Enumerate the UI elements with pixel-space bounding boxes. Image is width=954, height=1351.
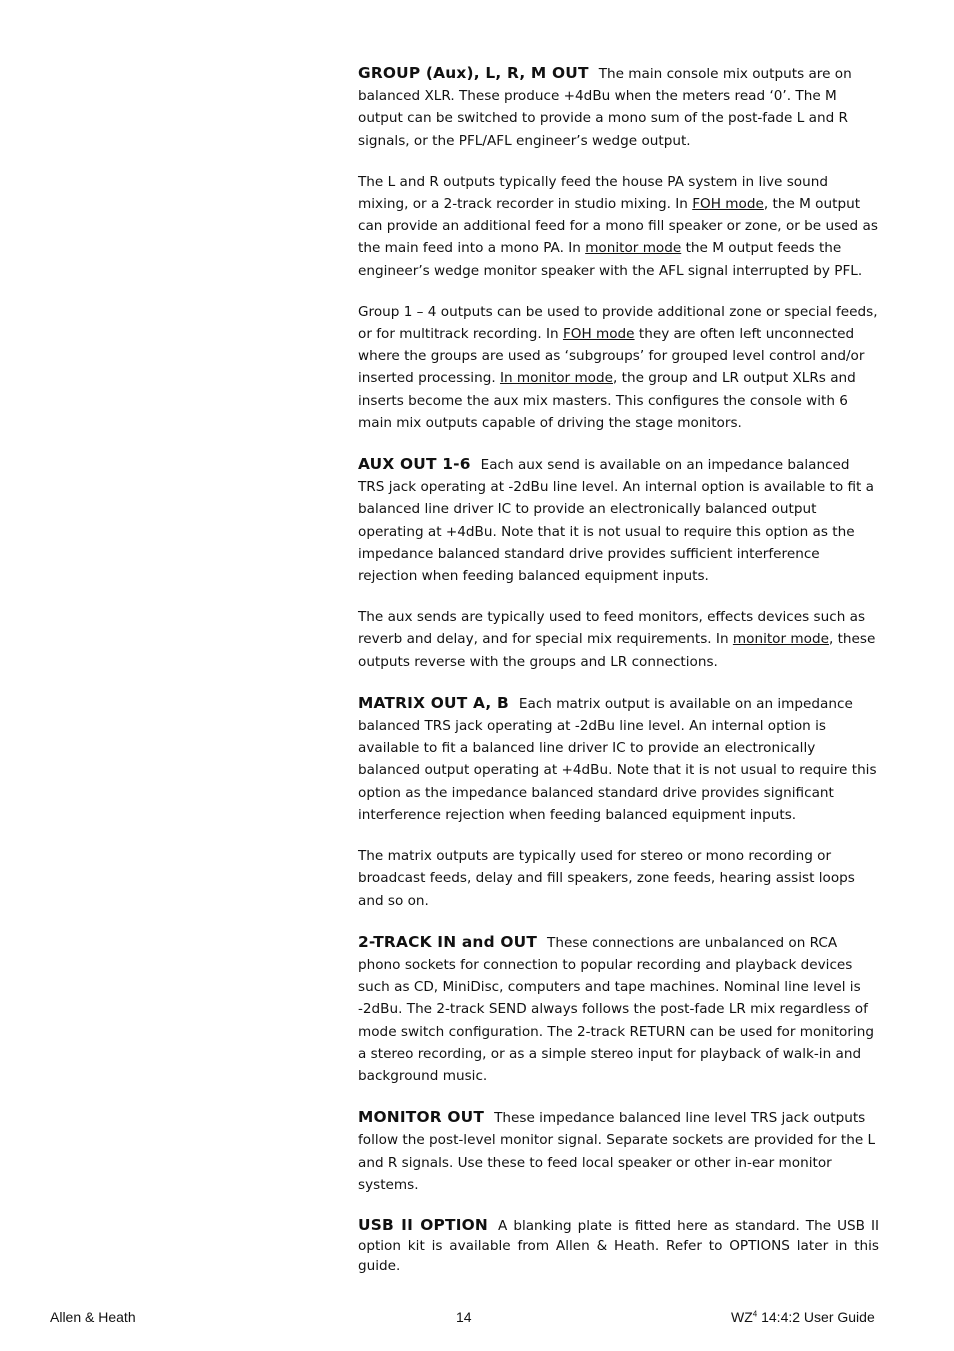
paragraph-text: The main console mix outputs are on balanced XLR. These produce +4dBu when the meters read ‘0’. The M output can be switched to provide a mono sum of the post-fade L and R signals, or the PFL/AFL engineer’s wedge output. <box>358 66 852 149</box>
underlined-term: FOH mode <box>692 196 764 213</box>
underlined-term: monitor mode <box>732 631 829 648</box>
section-paragraph-lead <box>358 931 879 1087</box>
underlined-term: In monitor mode <box>499 370 613 387</box>
paragraph-text: they are often left unconnected where the groups are used as ‘subgroups’ for grouped level control and/or inserted processing. <box>358 326 865 387</box>
paragraph-text: , these outputs reverse with the groups and LR connections. <box>358 631 876 670</box>
document-body <box>358 62 879 1295</box>
section-heading: MONITOR OUT <box>358 1108 485 1127</box>
underlined-term: monitor mode <box>585 240 682 257</box>
section-paragraph-lead <box>358 1215 879 1276</box>
paragraph-text: Group 1 – 4 outputs can be used to provide additional zone or special feeds, or for multitrack recording. In <box>358 303 878 343</box>
section-paragraph <box>358 301 879 434</box>
section-paragraph-lead <box>358 62 879 152</box>
footer-guide-title <box>731 1309 875 1325</box>
footer-product: WZ <box>731 1309 753 1325</box>
paragraph-text: , the M output can provide an additional feed for a mono fill speaker or zone, or be used as the main feed into a mono PA. In <box>358 196 878 257</box>
paragraph-text: Each matrix output is available on an impedance balanced TRS jack operating at -2dBu line level. An internal option is available to fit a balanced line driver IC to provide an electronically balanced output operating at +4dBu. Note that it is not usual to require this option as the impedance balanced standard drive provides significant interference rejection when feeding balanced equipment inputs. <box>358 695 877 823</box>
footer-page-number: 14 <box>456 1309 472 1325</box>
paragraph-text: These impedance balanced line level TRS jack outputs follow the post-level monitor signal. Separate sockets are provided for the L and R signals. Use these to feed local speaker or other in-ear monitor systems. <box>358 1110 876 1193</box>
section-heading: GROUP (Aux), L, R, M OUT <box>358 64 589 82</box>
paragraph-text: Each aux send is available on an impedance balanced TRS jack operating at -2dBu line level. An internal option is available to fit a balanced line driver IC to provide an electronically balanced output operating at +4dBu. Note that it is not usual to require this option as the impedance balanced standard drive provides sufficient interference rejection when feeding balanced equipment inputs. <box>358 457 875 585</box>
section-heading: USB II OPTION <box>358 1215 489 1234</box>
paragraph-text: The L and R outputs typically feed the house PA system in live sound mixing, or a 2-track recorder in studio mixing. In <box>358 173 828 213</box>
section-paragraph <box>358 606 879 673</box>
paragraph-text: The matrix outputs are typically used for stereo or mono recording or broadcast feeds, delay and fill speakers, zone feeds, hearing assist loops and so on. <box>358 848 855 909</box>
paragraph-text: A blanking plate is fitted here as standard. The USB II option kit is available from Allen & Heath. Refer to OPTIONS later in this guide. <box>358 1217 880 1274</box>
section-paragraph-lead <box>358 453 879 587</box>
section-paragraph-lead <box>358 692 879 826</box>
section-heading: 2-TRACK IN and OUT <box>358 932 538 951</box>
paragraph-text: the M output feeds the engineer’s wedge monitor speaker with the AFL signal interrupted by PFL. <box>358 240 863 279</box>
section-paragraph-lead <box>358 1106 879 1196</box>
section-paragraph <box>358 845 879 912</box>
footer-guide-suffix: 14:4:2 User Guide <box>757 1309 875 1325</box>
paragraph-text: The aux sends are typically used to feed monitors, effects devices such as reverb and delay, and for special mix requirements. In <box>358 609 866 648</box>
paragraph-text: , the group and LR output XLRs and inserts become the aux mix masters. This configures the console with 6 main mix outputs capable of driving the stage monitors. <box>358 370 856 431</box>
footer-product-superscript: 4 <box>752 1309 758 1319</box>
section-paragraph <box>358 171 879 282</box>
footer-company: Allen & Heath <box>50 1309 136 1325</box>
underlined-term: FOH mode <box>562 326 635 343</box>
section-heading: AUX OUT 1-6 <box>358 455 471 474</box>
section-heading: MATRIX OUT A, B <box>358 693 509 712</box>
paragraph-text: These connections are unbalanced on RCA phono sockets for connection to popular recording and playback devices such as CD, MiniDisc, computers and tape machines. Nominal line level is -2dBu. The 2-track SEND always follows the post-fade LR mix regardless of mode switch configuration. The 2-track RETURN can be used for monitoring a stereo recording, or as a simple stereo input for playback of walk-in and background music. <box>358 934 874 1084</box>
